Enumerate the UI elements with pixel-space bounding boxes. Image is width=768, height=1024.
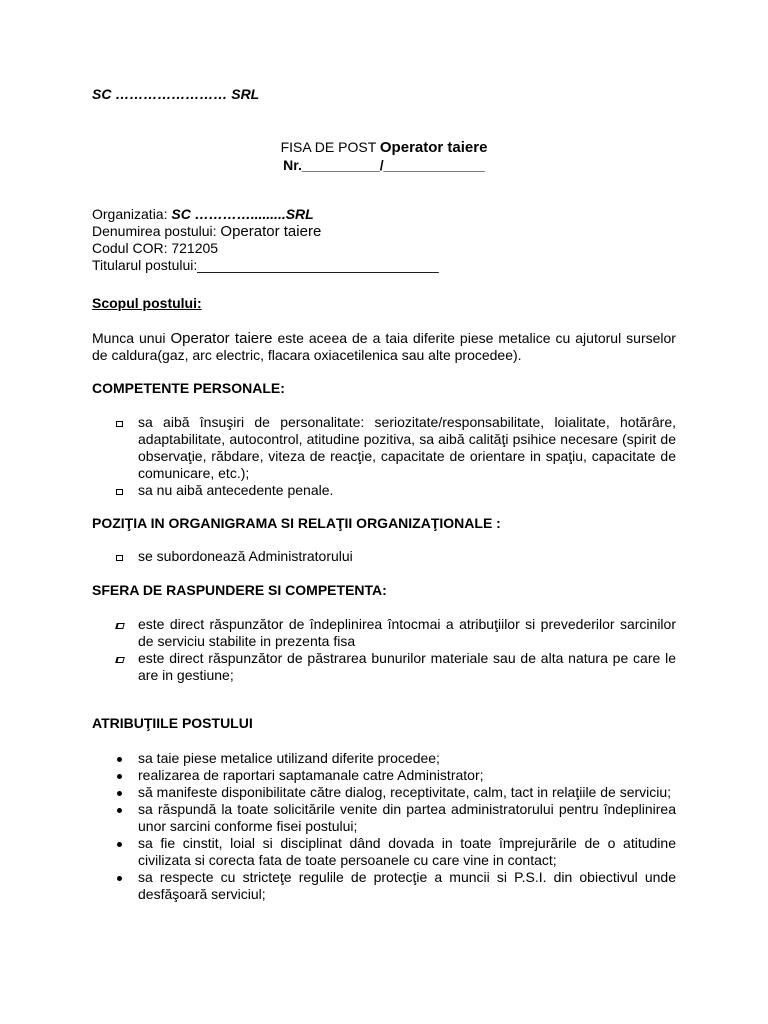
responsibility-heading: SFERA DE RASPUNDERE SI COMPETENTA: (92, 582, 387, 598)
job-info-block (92, 206, 692, 274)
organization-label: Organizatia: (92, 206, 172, 222)
list-item: să manifeste disponibilitate către dialog, receptivitate, calm, tact in relaţiile de serviciu; (114, 784, 676, 801)
list-item: sa răspundă la toate solicitările venite din partea administratorului pentru îndeplinirea unor sarcini conforme fisei postului; (114, 801, 676, 835)
list-item: sa respecte cu stricteţe regulile de protecţie a muncii si P.S.I. din obiectivul unde desfăşoară serviciul; (114, 869, 676, 903)
personal-competences-heading: COMPETENTE PERSONALE: (92, 380, 285, 396)
purpose-paragraph (92, 330, 676, 364)
company-name: SC …………………… SRL (92, 86, 260, 102)
job-title-value: Operator taiere (220, 223, 322, 240)
list-item: se subordonează Administratorului (114, 548, 676, 565)
organization-line (92, 206, 692, 223)
document-number: Nr.__________/_____________ (283, 157, 485, 173)
job-title-line (92, 223, 692, 240)
list-item: este direct răspunzător de păstrarea bunurilor materiale sau de alta natura pe care le are in gestiune; (114, 650, 676, 684)
duties-heading: ATRIBUŢIILE POSTULUI (92, 715, 253, 731)
organization-value: SC ………….........SRL (171, 206, 314, 222)
organization-position-heading: POZIŢIA IN ORGANIGRAMA SI RELAŢII ORGANIZAŢIONALE : (92, 515, 501, 531)
list-item: sa taie piese metalice utilizand diferite procedee; (114, 750, 676, 767)
list-item: sa aibă însuşiri de personalitate: seriozitate/responsabilitate, loialitate, hotărâre, adaptabilitate, autocontrol, atitudine pozitiva, sa aibă calităţi psihice necesare (spirit de observaţie, răbdare, viteza de reacţie, capacitate de orientare in spaţiu, capacitate de comunicare, etc.); (114, 414, 676, 482)
job-title-label: Denumirea postului: (92, 223, 221, 239)
list-item: sa fie cinstit, loial si disciplinat dând dovada in toate împrejurările de o atitudine civilizata si corecta fata de toate persoanele cu care vine in contact; (114, 835, 676, 869)
list-item: realizarea de raportari saptamanale catre Administrator; (114, 767, 676, 784)
list-item: este direct răspunzător de îndeplinirea întocmai a atribuţiilor si prevederilor sarcinilor de serviciu stabilite in prezenta fisa (114, 616, 676, 650)
purpose-heading: Scopul postului: (92, 295, 202, 311)
purpose-text-end: este aceea de a taia diferite piese metalice cu ajutorul surselor de caldura(gaz, arc electric, flacara oxiacetilenica sau alte procedee). (92, 330, 676, 363)
purpose-job-name: Operator taiere (170, 330, 273, 347)
organization-position-list (114, 548, 676, 565)
title-prefix: FISA DE POST (280, 139, 380, 155)
cor-code-line: Codul COR: 721205 (92, 240, 219, 256)
purpose-text-start: Munca unui (92, 330, 171, 346)
responsibility-list (114, 616, 676, 684)
holder-line: Titularul postului:_______________________________ (92, 257, 439, 273)
list-item: sa nu aibă antecedente penale. (114, 482, 676, 499)
duties-list (114, 750, 676, 903)
title-job-name: Operator taiere (379, 139, 488, 156)
document-title (0, 139, 768, 156)
personal-competences-list (114, 414, 676, 499)
